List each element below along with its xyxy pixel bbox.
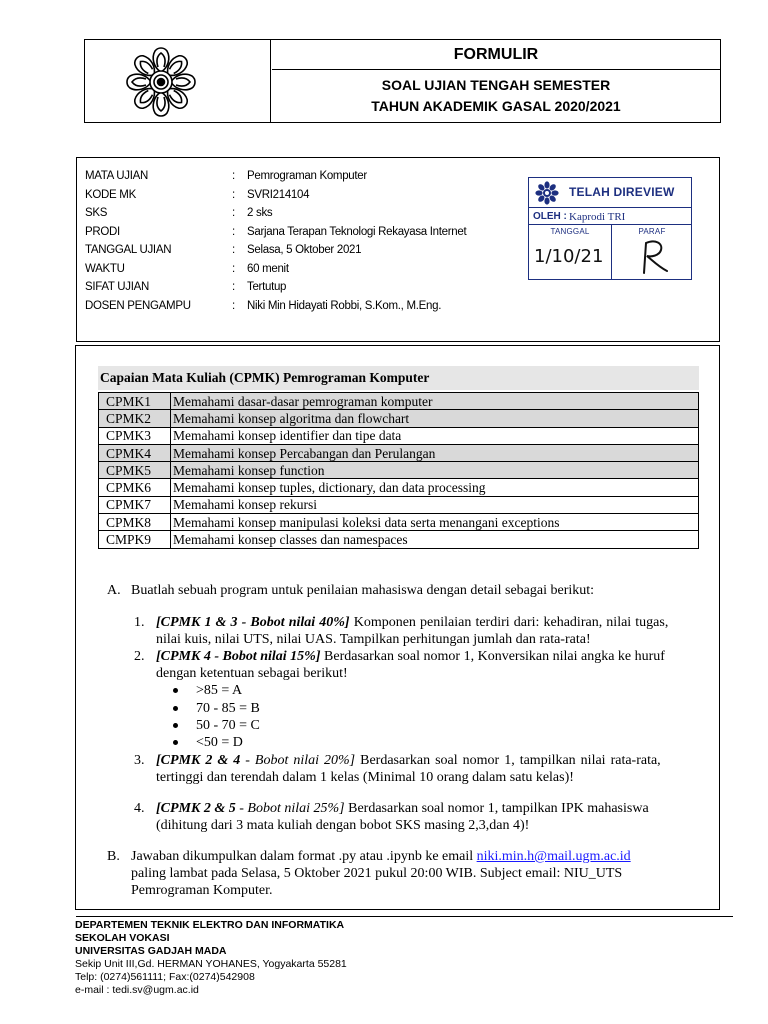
info-colon: : (232, 244, 235, 256)
cpmk-desc: Memahami konsep algoritma dan flowchart (171, 410, 699, 427)
bullet-dot-icon (173, 723, 178, 728)
info-value: 2 sks (247, 207, 273, 219)
cpmk-table (98, 392, 699, 549)
cpmk-code: CPMK2 (99, 410, 171, 427)
exam-info-box (76, 157, 720, 342)
footer-university: UNIVERSITAS GADJAH MADA (75, 945, 227, 957)
cpmk-desc: Memahami konsep identifier dan tipe data (171, 427, 699, 444)
cpmk-code: CMPK9 (99, 531, 171, 548)
grade-rule: 70 - 85 = B (196, 701, 260, 716)
stamp-paraf-cell (613, 225, 691, 279)
question-2-tag: [CPMK 4 - Bobot nilai 15%] (156, 649, 321, 664)
table-row (99, 462, 699, 479)
stamp-seal-icon (535, 181, 559, 205)
question-4-number: 4. (134, 801, 145, 816)
question-3-line-1 (156, 752, 716, 770)
stamp-oleh-value: Kaprodi TRI (569, 211, 626, 223)
cpmk-code: CPMK5 (99, 462, 171, 479)
cpmk-desc: Memahami konsep tuples, dictionary, dan data processing (171, 479, 699, 496)
info-value: Pemrograman Komputer (247, 170, 367, 182)
grade-rule: 50 - 70 = C (196, 718, 260, 733)
section-b-line-3: Pemrograman Komputer. (131, 883, 273, 898)
review-stamp (528, 177, 692, 280)
question-3-tag-italic: - Bobot nilai 20%] (245, 753, 356, 768)
question-1-tag: [CPMK 1 & 3 - Bobot nilai 40%] (156, 615, 350, 630)
info-label: WAKTU (85, 262, 125, 275)
question-2-line-2: dengan ketentuan sebagai berikut! (156, 666, 348, 681)
exam-content-box (75, 345, 720, 910)
info-value: 60 menit (247, 262, 289, 275)
section-b-line-2: paling lambat pada Selasa, 5 Oktober 2021 pukul 20:00 WIB. Subject email: NIU_UTS (131, 866, 623, 881)
info-label: MATA UJIAN (85, 170, 149, 182)
info-colon: : (232, 225, 235, 238)
info-colon: : (232, 188, 235, 201)
logo-cell (85, 40, 271, 122)
cpmk-code: CPMK8 (99, 514, 171, 531)
section-b-line-1 (131, 848, 631, 866)
stamp-oleh-label: OLEH : (533, 211, 567, 222)
footer-department: DEPARTEMEN TEKNIK ELEKTRO DAN INFORMATIKA (75, 919, 345, 931)
cpmk-caption: Capaian Mata Kuliah (CPMK) Pemrograman Komputer (98, 366, 699, 390)
info-colon: : (232, 170, 235, 182)
question-2-number: 2. (134, 649, 145, 664)
footer-email: e-mail : tedi.sv@ugm.ac.id (75, 984, 199, 996)
cpmk-desc: Memahami konsep Percabangan dan Perulangan (171, 444, 699, 461)
info-label: SIFAT UJIAN (85, 281, 150, 293)
question-3-number: 3. (134, 753, 145, 768)
table-row (99, 514, 699, 531)
footer-school: SEKOLAH VOKASI (75, 932, 170, 944)
info-label: PRODI (85, 225, 120, 238)
form-header (84, 39, 721, 123)
cpmk-code: CPMK4 (99, 444, 171, 461)
paraf-signature-icon (635, 237, 671, 277)
info-label: DOSEN PENGAMPU (85, 299, 191, 312)
info-label: KODE MK (85, 188, 136, 201)
question-2-text: Berdasarkan soal nomor 1, Konversikan nilai angka ke huruf (324, 649, 665, 664)
cpmk-code: CPMK3 (99, 427, 171, 444)
question-1-line-2: nilai kuis, nilai UTS, nilai UAS. Tampilkan perhitungan jumlah dan rata-rata! (156, 632, 591, 647)
cpmk-desc: Memahami konsep manipulasi koleksi data serta menangani exceptions (171, 514, 699, 531)
info-colon: : (232, 299, 235, 312)
table-row (99, 531, 699, 548)
footer-address: Sekip Unit III,Gd. HERMAN YOHANES, Yogyakarta 55281 (75, 958, 347, 970)
info-value: Niki Min Hidayati Robbi, S.Kom., M.Eng. (247, 299, 442, 312)
stamp-handwritten-date: 1/10/21 (534, 246, 604, 267)
table-row (99, 427, 699, 444)
question-3-tag-bold: [CPMK 2 & 4 (156, 753, 241, 768)
bullet-dot-icon (173, 740, 178, 745)
footer-phone: Telp: (0274)561111; Fax:(0274)542908 (75, 971, 255, 983)
cpmk-code: CPMK1 (99, 393, 171, 410)
cpmk-code: CPMK6 (99, 479, 171, 496)
table-row (99, 444, 699, 461)
cpmk-desc: Memahami konsep classes dan namespaces (171, 531, 699, 548)
info-label: TANGGAL UJIAN (85, 244, 172, 256)
question-3-line-2: tertinggi dan terendah dalam 1 kelas (Minimal 10 orang dalam satu kelas)! (156, 770, 574, 785)
question-1-text: Komponen penilaian terdiri dari: kehadiran, nilai tugas, (353, 615, 669, 630)
info-colon: : (232, 262, 235, 275)
question-4-text: Berdasarkan soal nomor 1, tampilkan IPK mahasiswa (348, 801, 649, 816)
stamp-date-label: TANGGAL (550, 227, 590, 236)
info-colon: : (232, 281, 235, 293)
section-b-text: Jawaban dikumpulkan dalam format .py atau .ipynb ke email (131, 849, 474, 864)
bullet-dot-icon (173, 706, 178, 711)
info-value: Tertutup (247, 281, 287, 293)
info-label: SKS (85, 207, 108, 219)
question-1-line-1 (156, 614, 716, 632)
section-b-marker: B. (107, 849, 120, 864)
section-a-text: Buatlah sebuah program untuk penilaian mahasiswa dengan detail sebagai berikut: (131, 583, 595, 598)
cpmk-code: CPMK7 (99, 496, 171, 513)
cpmk-desc: Memahami konsep rekursi (171, 496, 699, 513)
submission-email-link[interactable]: niki.min.h@mail.ugm.ac.id (476, 849, 631, 864)
cpmk-desc: Memahami konsep function (171, 462, 699, 479)
exam-title: SOAL UJIAN TENGAH SEMESTER (381, 77, 611, 93)
university-seal-icon (123, 44, 199, 120)
cpmk-desc: Memahami dasar-dasar pemrograman komputer (171, 393, 699, 410)
question-2-line-1 (156, 648, 716, 666)
stamp-title: TELAH DIREVIEW (569, 185, 675, 199)
stamp-head (529, 178, 691, 208)
grade-rule: >85 = A (196, 683, 243, 698)
bullet-dot-icon (173, 688, 178, 693)
form-title: FORMULIR (272, 40, 720, 70)
info-value: Selasa, 5 Oktober 2021 (247, 244, 362, 256)
stamp-date-cell (529, 225, 612, 279)
question-3-text: Berdasarkan soal nomor 1, tampilkan nilai rata-rata, (360, 753, 661, 768)
question-4-tag-italic: - Bobot nilai 25%] (239, 801, 345, 816)
title-cell (272, 40, 720, 122)
academic-year: TAHUN AKADEMIK GASAL 2020/2021 (371, 98, 621, 114)
stamp-paraf-label: PARAF (638, 227, 666, 236)
table-row (99, 496, 699, 513)
grade-rule: <50 = D (196, 735, 243, 750)
section-a-marker: A. (107, 583, 121, 598)
info-value: SVRI214104 (247, 188, 310, 201)
question-4-line-1 (156, 800, 716, 818)
footer-divider (76, 916, 733, 917)
question-4-line-2: (dihitung dari 3 mata kuliah dengan bobot SKS masing 2,3,dan 4)! (156, 818, 530, 833)
info-value: Sarjana Terapan Teknologi Rekayasa Internet (247, 225, 467, 238)
stamp-oleh-row (529, 209, 691, 225)
question-4-tag-bold: [CPMK 2 & 5 (156, 801, 236, 816)
question-1-number: 1. (134, 615, 145, 630)
table-row (99, 479, 699, 496)
table-row (99, 410, 699, 427)
info-colon: : (232, 207, 235, 219)
table-row (99, 393, 699, 410)
